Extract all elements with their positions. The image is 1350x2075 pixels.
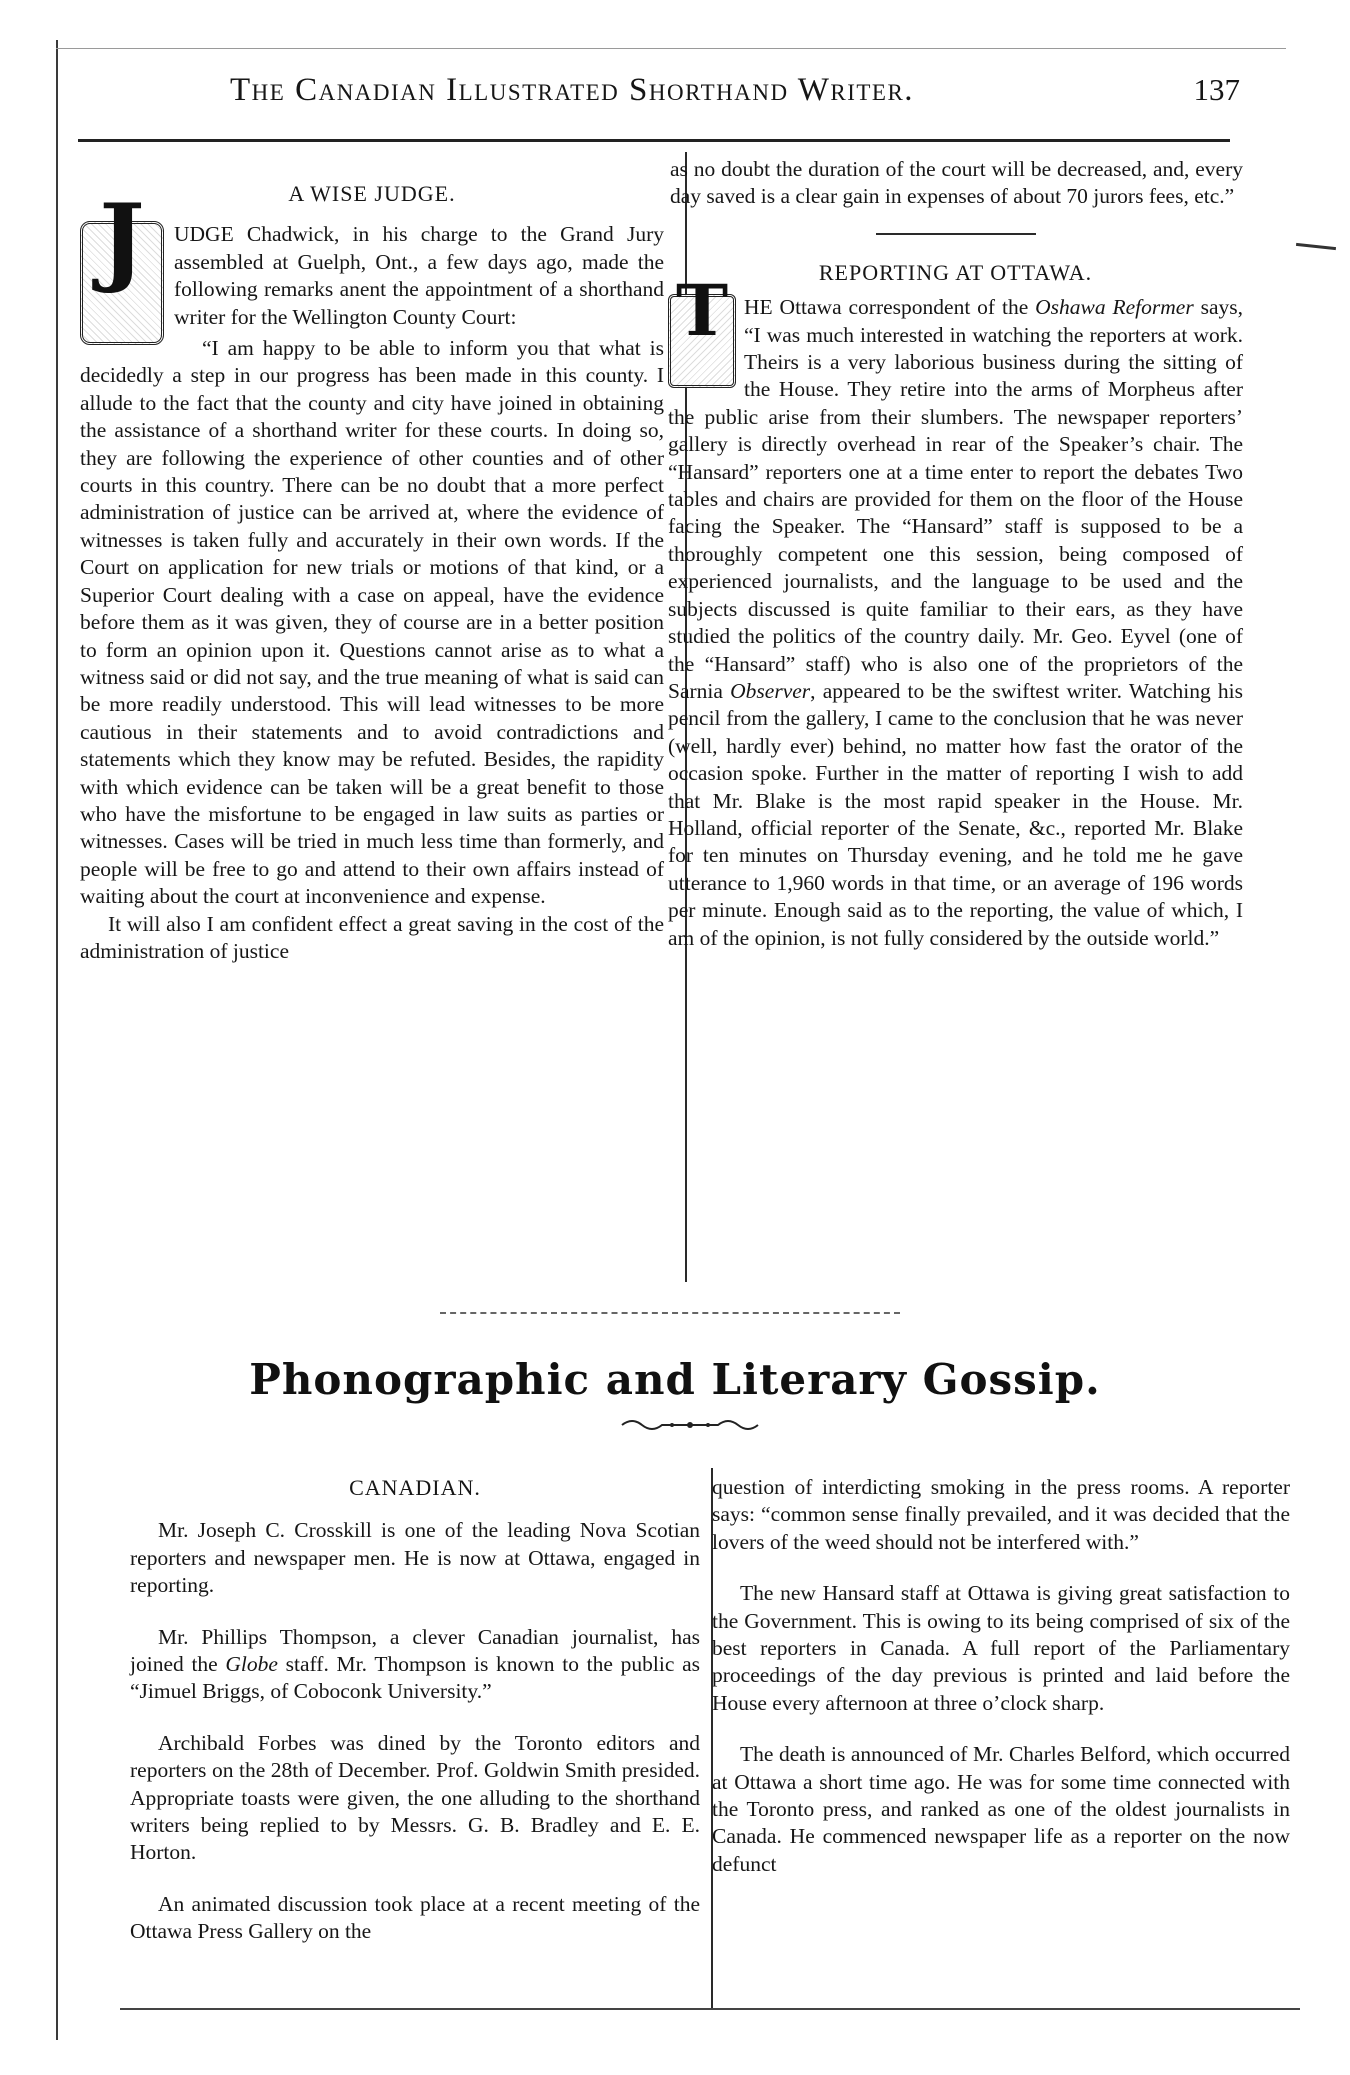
journal-title: The Canadian Illustrated Shorthand Writer. <box>230 72 915 108</box>
gossip-item: The death is announced of Mr. Charles Belford, which occurred at Ottawa a short time ago. He was for some time connected with the Toronto press, and ranked as one of the oldest journalists in Canada. He commenced newspaper life as a reporter on the now defunct <box>712 1742 1290 1876</box>
dropcap-j: J <box>80 221 164 345</box>
article-paragraph: It will also I am confident effect a great saving in the cost of the administration of justice <box>80 911 664 963</box>
running-header <box>80 70 1240 130</box>
article-paragraph: “I am happy to be able to inform you that what is decidedly a step in our progress has been made in this county. I allude to the fact that the county and city have joined in obtaining the assistance of a shorthand writer for these courts. In doing so, they are following the experience of other counties and of other courts in this country. There can be no doubt that a more perfect administration of justice can be arrived at, where the evidence of witnesses is taken fully and accurately in their own words. If the Court on application for new trials or motions of that kind, or a Superior Court dealing with a case on appeal, have the evidence before them as it was given, they of course are in a better position to form an opinion upon it. Questions cannot arise as to what a witness said or did not say, and the true meaning of what is said can be more readily understood. This will lead witnesses to be more cautious in their statements and to avoid contradictions and statements which they know may be refuted. Besides, the rapidity with which evidence can be taken will be a great benefit to those who have the misfortune to be engaged in law suits as parties or witnesses. Cases will be tried in much less time than formerly, and people will be free to go and attend to their own affairs instead of waiting about the court at inconvenience and expense. <box>80 336 664 909</box>
gossip-item: The new Hansard staff at Ottawa is giving great satisfaction to the Government. This is owing to its being comprised of six of the best reporters in Canada. A full report of the Parliamentary proceedings of the day previous is printed and laid before the House every afternoon at three o’clock sharp. <box>712 1581 1290 1715</box>
ornament-divider <box>620 1415 760 1435</box>
scan-border-left <box>56 40 58 2040</box>
subsection-heading: CANADIAN. <box>349 1475 481 1500</box>
article-intro: J UDGE Chadwick, in his charge to the Grand Jury assembled at Guelph, Ont., a few days ago, made the following remarks anent the appointment of a shorthand writer for the Wellington County Court: <box>80 221 664 331</box>
right-column-top <box>668 156 1243 952</box>
gossip-item: Archibald Forbes was dined by the Toronto editors and reporters on the 28th of December. Prof. Goldwin Smith presided. Appropriate toasts were given, the one alluding to the shorthand writers being replied to by Messrs. G. B. Bradley and E. E. Horton. <box>130 1730 700 1865</box>
dropcap-t: T <box>668 294 736 388</box>
ottawa-article: T HE Ottawa correspondent of the Oshawa Reformer says, “I was much interested in watching the reporters at work. Theirs is a very laborious business during the sitting of the House. They retire into the arms of Morpheus after the public arise from their slumbers. The newspaper reporters’ gallery is directly overhead in rear of the Speaker’s chair. The “Hansard” reporters one at a time enter to report the debates Two tables and chairs are provided for them on the floor of the House facing the Speaker. The “Hansard” staff is supposed to be a thoroughly competent one this session, being composed of experienced journalists, and the language to be used and the subjects discussed is quite familiar to their ears, as they have studied the politics of the country daily. Mr. Geo. Eyvel (one of the “Hansard” staff) who is also one of the proprietors of the Sarnia Observer, appeared to be the swiftest writer. Watching his pencil from the gallery, I came to the conclusion that he was never (well, hardly ever) behind, no matter how fast the orator of the occasion spoke. Further in the matter of reporting I wish to add that Mr. Blake is the most rapid speaker in the House. Mr. Holland, official reporter of the Senate, &c., reported Mr. Blake for ten minutes on Thursday evening, and he told me he gave utterance to 1,960 words in that time, or an average of 196 words per minute. Enough said as to the reporting, the value of which, I am of the opinion, is not fully considered by the outside world.” <box>668 269 1244 950</box>
newspaper-name: Globe <box>225 1652 278 1677</box>
gossip-left-column <box>130 1474 700 1946</box>
newspaper-name: Observer <box>730 678 811 703</box>
article-heading: REPORTING AT OTTAWA. <box>818 259 1093 285</box>
gossip-item: An animated discussion took place at a recent meeting of the Ottawa Press Gallery on the <box>130 1891 700 1944</box>
section-title: Phonographic and Literary Gossip. <box>249 1355 1101 1404</box>
section-separator <box>440 1312 900 1314</box>
scan-mark <box>1296 243 1336 250</box>
bottom-rule <box>120 2008 1300 2010</box>
header-rule <box>78 139 1230 142</box>
page-number: 137 <box>1193 72 1240 107</box>
section-rule <box>876 233 1036 235</box>
newspaper-name: Oshawa Reformer <box>1035 295 1194 320</box>
gossip-item: Mr. Phillips Thompson, a clever Canadian journalist, has joined the Globe staff. Mr. Thompson is known to the public as “Jimuel Briggs, of Coboconk University.” <box>130 1624 700 1704</box>
gossip-item: Mr. Joseph C. Crosskill is one of the leading Nova Scotian reporters and newspaper men. He is now at Ottawa, engaged in reporting. <box>130 1518 700 1598</box>
gossip-item: question of interdicting smoking in the press rooms. A reporter says: “common sense finally prevailed, and it was decided that the lovers of the weed should not be interfered with.” <box>712 1475 1290 1554</box>
scan-border-top <box>56 48 1286 49</box>
gossip-right-column <box>712 1474 1290 1878</box>
article-continuation: as no doubt the duration of the court will be decreased, and, every day saved is a clear gain in expenses of about 70 jurors fees, etc.” <box>670 157 1243 209</box>
wise-judge-article <box>80 180 664 965</box>
article-heading: A WISE JUDGE. <box>288 181 456 206</box>
